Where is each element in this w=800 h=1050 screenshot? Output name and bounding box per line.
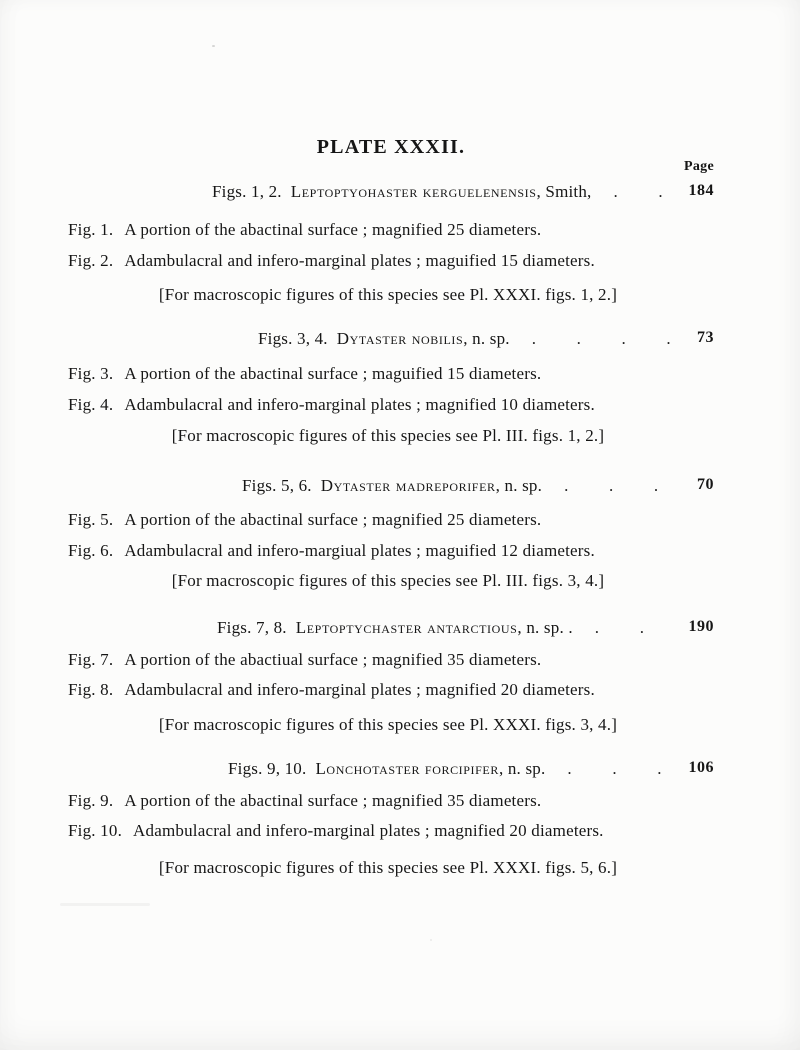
figure-label: Fig. 4. <box>68 395 114 414</box>
figure-label: Fig. 10. <box>68 821 123 840</box>
note-line: [For macroscopic figures of this species see Pl. XXXI. figs. 5, 6.] <box>158 858 618 877</box>
scan-speck <box>212 45 215 47</box>
heading-text <box>242 476 658 496</box>
dot-leaders: . . <box>613 182 663 201</box>
section-heading <box>0 329 800 349</box>
heading-text <box>258 329 671 349</box>
note-line: [For macroscopic figures of this species see Pl. XXXI. figs. 3, 4.] <box>158 715 618 734</box>
species-name: Lonchotaster forcipifer <box>315 759 499 778</box>
species-suffix: , n. sp. <box>495 476 543 495</box>
page-number: 73 <box>697 329 714 346</box>
page-number: 190 <box>688 618 714 635</box>
figure-label: Fig. 5. <box>68 510 114 529</box>
species-suffix: , n. sp. <box>498 759 546 778</box>
figure-label: Fig. 3. <box>68 364 114 383</box>
figure-description: A portion of the abactinal surface ; magnified 35 diameters. <box>124 791 542 810</box>
species-suffix: , n. sp. <box>463 329 510 348</box>
dot-leaders: . . . <box>567 759 662 778</box>
species-name: Dytaster nobilis <box>336 329 464 348</box>
figure-line <box>68 251 595 271</box>
scan-speck <box>430 939 432 941</box>
figure-description: Adambulacral and infero-margiual plates ; maguified 12 diameters. <box>124 541 595 560</box>
species-suffix: , n. sp. . <box>517 618 573 637</box>
page-number: 70 <box>697 476 714 493</box>
figure-description: Adambulacral and infero-marginal plates ; maguified 15 diameters. <box>124 251 595 270</box>
page-column-label: Page <box>684 159 714 174</box>
figure-line <box>68 541 595 561</box>
figure-line <box>68 510 541 530</box>
heading-text <box>212 182 663 202</box>
figure-line <box>68 650 541 670</box>
figs-label: Figs. 1, 2. <box>212 182 282 201</box>
dot-leaders: . . . . <box>531 329 671 348</box>
figure-line <box>68 220 541 240</box>
figure-line <box>68 680 595 700</box>
section-heading <box>0 476 800 496</box>
heading-text <box>217 618 644 638</box>
figure-description: Adambulacral and infero-marginal plates ; magnified 20 diameters. <box>133 821 604 840</box>
note-line: [For macroscopic figures of this species see Pl. XXXI. figs. 1, 2.] <box>158 285 618 304</box>
figs-label: Figs. 5, 6. <box>242 476 312 495</box>
plate-title: PLATE XXXII. <box>316 136 466 158</box>
figure-line <box>68 395 595 415</box>
figure-description: Adambulacral and infero-marginal plates ; magnified 20 diameters. <box>124 680 595 699</box>
figure-description: A portion of the abactiual surface ; magnified 35 diameters. <box>124 650 542 669</box>
note-line: [For macroscopic figures of this species see Pl. III. figs. 1, 2.] <box>171 426 605 445</box>
figure-line <box>68 364 541 384</box>
figure-label: Fig. 9. <box>68 791 114 810</box>
page-number: 106 <box>688 759 714 776</box>
figure-line <box>68 791 541 811</box>
figs-label: Figs. 7, 8. <box>217 618 287 637</box>
page-number: 184 <box>688 182 714 199</box>
note-line: [For macroscopic figures of this species see Pl. III. figs. 3, 4.] <box>171 571 605 590</box>
figure-label: Fig. 8. <box>68 680 114 699</box>
species-name: Dytaster madreporifer <box>320 476 496 495</box>
heading-text <box>228 759 662 779</box>
scan-smudge <box>60 903 150 906</box>
dot-leaders: . . <box>594 618 645 637</box>
figure-description: A portion of the abactinal surface ; magnified 25 diameters. <box>124 220 542 239</box>
figure-label: Fig. 1. <box>68 220 114 239</box>
figs-label: Figs. 9, 10. <box>228 759 307 778</box>
figure-description: A portion of the abactinal surface ; maguified 15 diameters. <box>124 364 542 383</box>
figs-label: Figs. 3, 4. <box>258 329 328 348</box>
figure-description: Adambulacral and infero-marginal plates ; magnified 10 diameters. <box>124 395 595 414</box>
species-name: Leptoptychaster antarctious <box>295 618 518 637</box>
species-suffix: , Smith, <box>536 182 592 201</box>
species-name: Leptoptyohaster kerguelenensis <box>290 182 537 201</box>
figure-label: Fig. 2. <box>68 251 114 270</box>
figure-description: A portion of the abactinal surface ; magnified 25 diameters. <box>124 510 542 529</box>
section-heading <box>0 618 800 638</box>
section-heading <box>0 182 800 202</box>
section-heading <box>0 759 800 779</box>
figure-label: Fig. 7. <box>68 650 114 669</box>
figure-label: Fig. 6. <box>68 541 114 560</box>
figure-line <box>68 821 604 841</box>
dot-leaders: . . . <box>564 476 659 495</box>
